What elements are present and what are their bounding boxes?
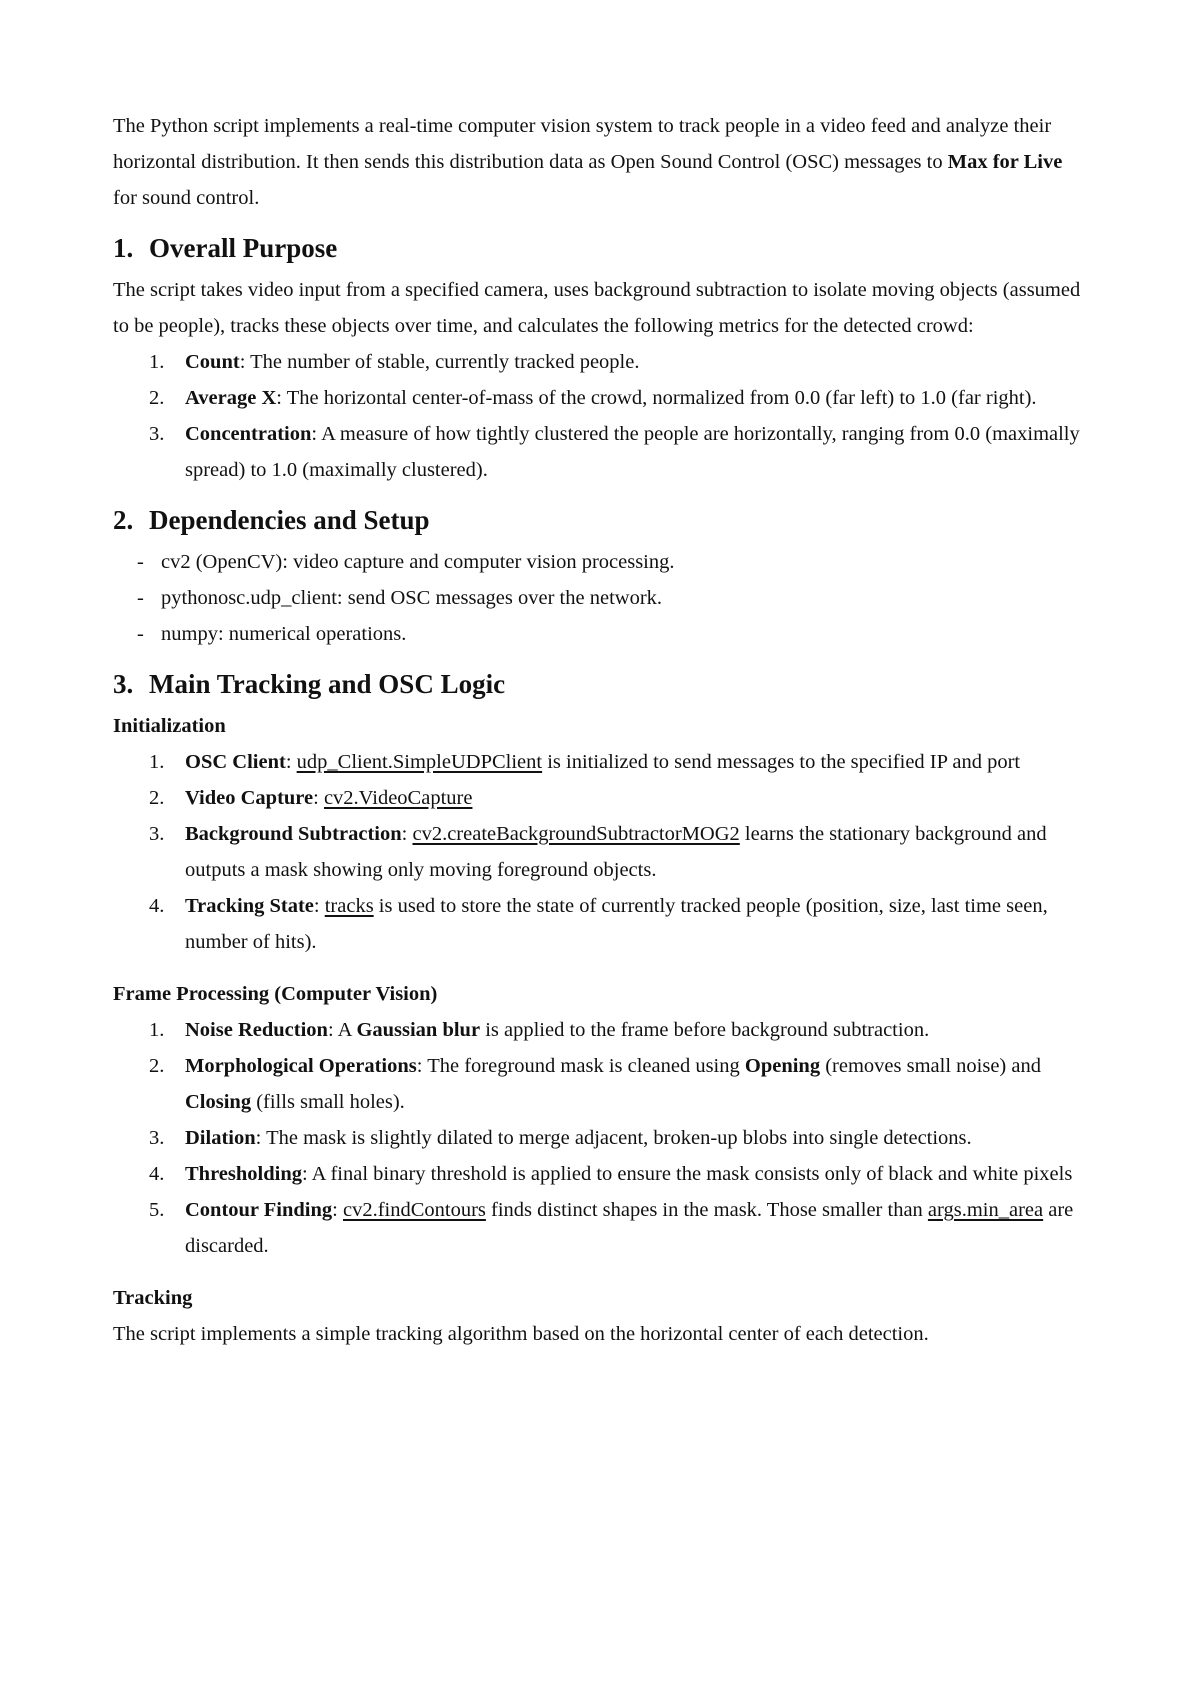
frame-processing-list (113, 1012, 1083, 1264)
list-item: 2. Morphological Operations: The foreground mask is cleaned using Opening (removes small noise) and Closing (fills small holes). (149, 1055, 1041, 1113)
metrics-list (113, 344, 1083, 488)
initialization-heading: Initialization (113, 715, 226, 737)
list-item: 4. Tracking State: tracks is used to store the state of currently tracked people (position, size, last time seen, number of hits). (149, 895, 1048, 953)
list-item: - pythonosc.udp_client: send OSC messages over the network. (137, 587, 663, 609)
intro-paragraph (113, 108, 1083, 216)
section-3-heading: 3. Main Tracking and OSC Logic (113, 669, 506, 699)
initialization-list (113, 744, 1083, 960)
code-reference: tracks (324, 895, 374, 917)
intro-text-end: for sound control. (113, 187, 260, 209)
code-reference: cv2.createBackgroundSubtractorMOG2 (412, 823, 740, 845)
list-item: 2. Video Capture: cv2.VideoCapture (149, 787, 473, 809)
list-item: 2. Average X: The horizontal center-of-mass of the crowd, normalized from 0.0 (far left) to 1.0 (far right). (149, 387, 1037, 409)
list-item: 1. Count: The number of stable, currently tracked people. (149, 351, 640, 373)
intro-text: The Python script implements a real-time computer vision system to track people in a video feed and analyze their horizontal distribution. It then sends this distribution data as Open Sound Control (OSC) messages to (113, 115, 1052, 173)
code-reference: udp_Client.SimpleUDPClient (296, 751, 543, 773)
code-reference: cv2.VideoCapture (323, 787, 473, 809)
tracking-heading: Tracking (113, 1287, 193, 1309)
code-reference: cv2.findContours (342, 1199, 486, 1221)
code-reference: args.min_area (927, 1199, 1044, 1221)
dependencies-list (113, 544, 1083, 652)
list-item: 1. Noise Reduction: A Gaussian blur is applied to the frame before background subtraction. (149, 1019, 930, 1041)
list-item: 5. Contour Finding: cv2.findContours finds distinct shapes in the mask. Those smaller than args.min_area are discarded. (149, 1199, 1074, 1257)
list-item: - cv2 (OpenCV): video capture and computer vision processing. (137, 551, 675, 573)
section-2-heading: 2. Dependencies and Setup (113, 505, 430, 535)
list-item: 1. OSC Client: udp_Client.SimpleUDPClient is initialized to send messages to the specified IP and port (149, 751, 1021, 773)
intro-bold-text: Max for Live (947, 151, 1063, 173)
list-item: 4. Thresholding: A final binary threshold is applied to ensure the mask consists only of black and white pixels (149, 1163, 1073, 1185)
list-item: 3. Background Subtraction: cv2.createBackgroundSubtractorMOG2 learns the stationary background and outputs a mask showing only moving foreground objects. (149, 823, 1047, 881)
tracking-paragraph: The script implements a simple tracking algorithm based on the horizontal center of each detection. (113, 1323, 929, 1345)
list-item: 3. Dilation: The mask is slightly dilated to merge adjacent, broken-up blobs into single detections. (149, 1127, 972, 1149)
document-page (113, 108, 1083, 1352)
section-1-heading: 1. Overall Purpose (113, 233, 338, 263)
frame-processing-heading: Frame Processing (Computer Vision) (113, 983, 438, 1005)
section-1-paragraph: The script takes video input from a specified camera, uses background subtraction to isolate moving objects (assumed to be people), tracks these objects over time, and calculates the following metrics for the detected crowd: (113, 279, 1081, 337)
list-item: 3. Concentration: A measure of how tightly clustered the people are horizontally, ranging from 0.0 (maximally spread) to 1.0 (maximally clustered). (149, 423, 1080, 481)
list-item: - numpy: numerical operations. (137, 623, 407, 645)
